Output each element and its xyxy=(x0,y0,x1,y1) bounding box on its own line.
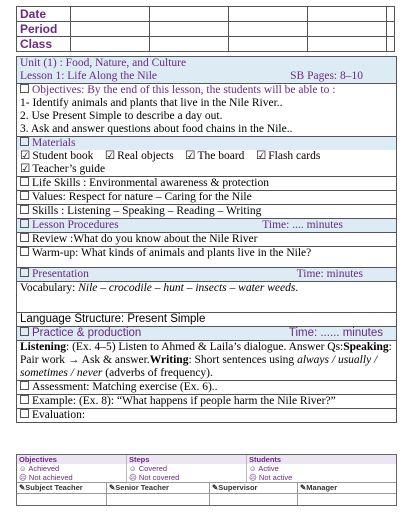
not-covered-option[interactable]: ☹ Not covered xyxy=(127,473,247,482)
date-cell[interactable] xyxy=(229,7,308,22)
period-cell[interactable] xyxy=(229,22,308,37)
signature-field[interactable] xyxy=(298,493,396,505)
signature-fields xyxy=(17,493,396,505)
example-row xyxy=(17,394,396,408)
evaluation-row xyxy=(17,408,396,422)
checkbox-icon[interactable] xyxy=(20,219,29,228)
footer-header: Steps xyxy=(127,455,247,464)
checkbox-icon[interactable] xyxy=(20,233,29,242)
lesson-body xyxy=(16,56,397,423)
checkbox-icon[interactable] xyxy=(20,205,29,214)
vocab-label: Vocabulary: xyxy=(20,282,79,294)
material-item: Real objects xyxy=(117,150,174,162)
sb-pages: SB Pages: 8–10 xyxy=(290,70,363,82)
language-structure: Language Structure: Present Simple xyxy=(17,312,396,326)
not-achieved-option[interactable]: ☹ Not achieved xyxy=(17,473,127,482)
checkbox-icon[interactable] xyxy=(20,137,29,146)
class-cell[interactable] xyxy=(150,37,229,52)
warmup-row xyxy=(17,246,396,267)
lesson-plan xyxy=(16,6,395,423)
material-item: The board xyxy=(197,150,245,162)
footer-header: Objectives xyxy=(17,455,127,464)
practice-details xyxy=(17,340,396,380)
signature-field[interactable] xyxy=(210,493,298,505)
life-skills: Life Skills : Environmental awareness & protection xyxy=(32,177,269,189)
life-skills-row xyxy=(17,176,396,190)
checkbox-icon[interactable] xyxy=(20,84,29,93)
assessment-row xyxy=(17,380,396,394)
subject-teacher-label: ✎Subject Teacher xyxy=(17,483,107,493)
speaking-text: : Pair work → Ask & answer. xyxy=(20,341,392,366)
presentation-heading: Presentation xyxy=(32,268,89,280)
date-cell[interactable] xyxy=(308,7,387,22)
practice-time: Time: ...... minutes xyxy=(288,327,383,339)
material-item: Student book xyxy=(32,150,94,162)
writing-label: Writing xyxy=(149,354,189,366)
checkbox-icon[interactable] xyxy=(20,247,29,256)
materials-heading: Materials xyxy=(32,137,76,149)
signature-field[interactable] xyxy=(17,493,107,505)
objectives-section xyxy=(17,83,396,136)
checkbox-icon[interactable] xyxy=(20,381,29,390)
checkbox-icon[interactable] xyxy=(20,268,29,277)
evaluation: Evaluation: xyxy=(32,409,86,421)
signature-headers xyxy=(17,482,396,493)
objective-item: 3. Ask and answer questions about food chains in the Nile.. xyxy=(20,123,293,135)
period-cell[interactable] xyxy=(387,22,395,37)
checked-box-icon[interactable]: ☑ xyxy=(20,150,31,162)
material-item: Flash cards xyxy=(268,150,321,162)
checkbox-icon[interactable] xyxy=(20,409,29,418)
checkbox-icon[interactable] xyxy=(20,395,29,404)
class-cell[interactable] xyxy=(387,37,395,52)
objective-item: 1- Identify animals and plants that live in the Nile River.. xyxy=(20,97,283,109)
materials-list xyxy=(17,150,396,176)
writing-tail: (adverbs of frequency). xyxy=(102,367,213,379)
assessment: Assessment: Matching exercise (Ex. 6).. xyxy=(32,381,218,393)
supervisor-label: ✎Supervisor xyxy=(210,483,298,493)
date-cell[interactable] xyxy=(71,7,150,22)
footer-row-negative xyxy=(17,473,396,482)
checked-box-icon[interactable]: ☑ xyxy=(104,150,116,162)
checked-box-icon[interactable]: ☑ xyxy=(255,150,267,162)
procedures-row xyxy=(17,218,396,232)
skills: Skills : Listening – Speaking – Reading – Writing xyxy=(32,205,262,217)
senior-teacher-label: ✎Senior Teacher xyxy=(107,483,210,493)
footer-header: Students xyxy=(249,455,282,464)
material-item: Teacher’s guide xyxy=(32,163,106,175)
presentation-row xyxy=(17,267,396,281)
review: Review :What do you know about the Nile River xyxy=(32,233,258,245)
period-cell[interactable] xyxy=(150,22,229,37)
footer-evaluation xyxy=(16,454,397,506)
covered-option[interactable]: ☺ Covered xyxy=(127,464,247,473)
date-cell[interactable] xyxy=(150,7,229,22)
listening-text: : (Ex. 4–5) Listen to Ahmed & Laila’s dialogue. Answer Qs: xyxy=(66,341,344,353)
signature-field[interactable] xyxy=(107,493,210,505)
class-cell[interactable] xyxy=(71,37,150,52)
warmup: Warm-up: What kinds of animals and plants live in the Nile? xyxy=(32,247,312,259)
class-label: Class xyxy=(17,37,71,52)
not-active-option[interactable]: ☹ Not active xyxy=(249,473,293,482)
lesson-title-row xyxy=(17,70,396,83)
checkbox-icon[interactable] xyxy=(20,177,29,186)
footer-row-positive xyxy=(17,464,396,473)
unit-title: Unit (1) : Food, Nature, and Culture xyxy=(17,56,396,70)
example: Example: (Ex. 8): “What happens if people harm the Nile River?” xyxy=(32,395,336,407)
period-label: Period xyxy=(17,22,71,37)
date-cell[interactable] xyxy=(387,7,395,22)
class-cell[interactable] xyxy=(308,37,387,52)
objective-item: 2. Use Present Simple to describe a day out. xyxy=(20,110,223,122)
skills-row xyxy=(17,204,396,218)
checkbox-icon[interactable] xyxy=(20,327,29,336)
date-label: Date xyxy=(17,7,71,22)
footer-headers xyxy=(17,455,396,464)
objectives-heading: Objectives: By the end of this lesson, the students will be able to : xyxy=(32,84,336,96)
class-cell[interactable] xyxy=(229,37,308,52)
listening-label: Listening xyxy=(20,341,67,353)
speaking-label: Speaking xyxy=(343,341,389,353)
checked-box-icon[interactable]: ☑ xyxy=(20,163,31,175)
values: Values: Respect for nature – Caring for the Nile xyxy=(32,191,252,203)
review-row xyxy=(17,232,396,246)
active-option[interactable]: ☺ Active xyxy=(249,464,279,473)
checkbox-icon[interactable] xyxy=(20,191,29,200)
procedures-time: Time: .... minutes xyxy=(262,219,343,231)
achieved-option[interactable]: ☺ Achieved xyxy=(17,464,127,473)
header-table xyxy=(16,6,395,52)
period-cell[interactable] xyxy=(308,22,387,37)
practice-row xyxy=(17,326,396,340)
lesson-title: Lesson 1: Life Along the Nile xyxy=(20,70,158,82)
period-cell[interactable] xyxy=(71,22,150,37)
presentation-time: Time: minutes xyxy=(296,268,363,280)
writing-text: : Short sentences using xyxy=(188,354,298,366)
procedures-heading: Lesson Procedures xyxy=(32,219,119,231)
vocabulary-row: Vocabulary: Nile – crocodile – hunt – insects – water weeds. xyxy=(17,281,396,312)
writing-adverbs: always / usually / sometimes / never xyxy=(20,354,378,379)
vocab-words: Nile – crocodile – hunt – insects – water weeds xyxy=(78,282,296,294)
checked-box-icon[interactable]: ☑ xyxy=(185,150,196,162)
practice-heading: Practice & production xyxy=(32,327,142,339)
manager-label: ✎Manager xyxy=(300,483,338,492)
values-row xyxy=(17,190,396,204)
materials-heading-row xyxy=(17,136,396,150)
